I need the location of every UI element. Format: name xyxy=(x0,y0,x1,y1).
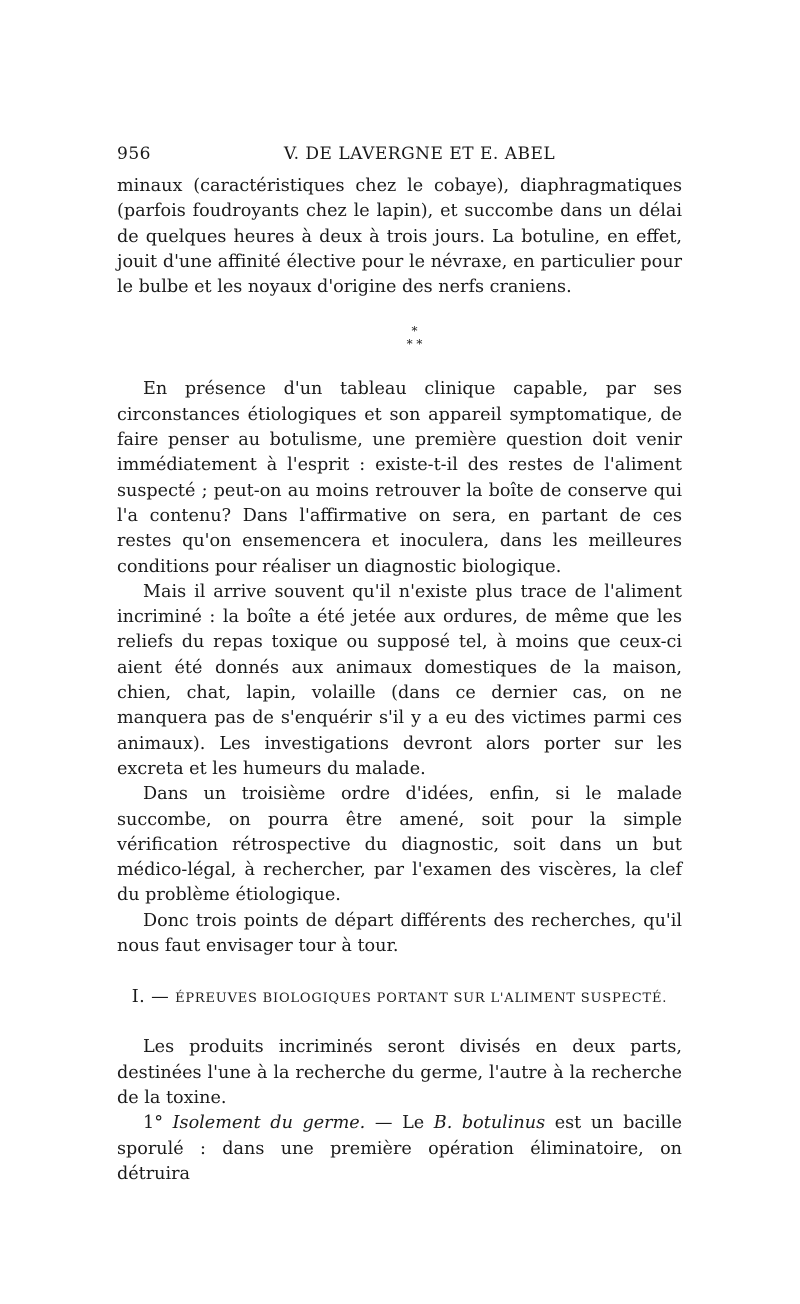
paragraph-no-trace: Mais il arrive souvent qu'il n'existe plus trace de l'aliment incriminé : la boîte a été jetée aux ordures, de même que les reliefs du repas toxique ou supposé tel, à moins que ceux-ci aient été donnés aux animaux domestiques de la maison, chien, chat, lapin, volaille (dans ce dernier cas, on ne manquera pas de s'enquérir s'il y a eu des victimes parmi ces animaux). Les investigations devront alors porter sur les excreta et les humeurs du malade. xyxy=(117,581,682,779)
paragraph-clinical-picture: En présence d'un tableau clinique capable, par ses circonstances étiologiques et son appareil symptomatique, de faire penser au botulisme, une première question doit venir immédiatement à l'esprit : existe-t-il des restes de l'aliment suspecté ; peut-on au moins retrouver la boîte de conserve qui l'a contenu? Dans l'affirmative on sera, en partant de ces restes qu'on ensemencera et inoculera, dans les meilleures conditions pour réaliser un diagnostic biologique. xyxy=(117,379,682,577)
paragraph-third-order: Dans un troisième ordre d'idées, enfin, si le malade succombe, on pourra être amené, soit pour la simple vérification rétrospective du diagnostic, soit dans un but médico-légal, à rechercher, par l'examen des viscères, la clef du problème étiologique. xyxy=(117,784,682,906)
asterism-top: * xyxy=(411,324,418,339)
page-number: 956 xyxy=(117,144,151,164)
isolation-text: est un bacille sporulé : dans une première opération éliminatoire, on détruira xyxy=(117,1113,682,1184)
paragraph-products: Les produits incriminés seront divisés en deux parts, destinées l'une à la recherche du germe, l'autre à la recherche de la toxine. xyxy=(117,1037,682,1108)
running-title: V. DE LAVERGNE ET E. ABEL xyxy=(283,144,556,164)
section-number: I. — xyxy=(131,987,170,1008)
section-title: ÉPREUVES BIOLOGIQUES PORTANT SUR L'ALIMENT SUSPECTÉ. xyxy=(175,991,668,1007)
book-page xyxy=(117,144,682,1187)
isolation-dash: — Le xyxy=(365,1113,434,1134)
asterism-bottom: * * xyxy=(406,337,423,352)
section-heading xyxy=(117,985,682,1011)
species-name: B. botulinus xyxy=(433,1113,546,1134)
paragraph-continuation: minaux (caractéristiques chez le cobaye), diaphragmatiques (parfois foudroyants chez le lapin), et succombe dans un délai de quelques heures à deux à trois jours. La botuline, en effet, jouit d'une affinité élective pour le névraxe, en particulier pour le bulbe et les noyaux d'origine des nerfs craniens. xyxy=(117,176,682,298)
isolation-number: 1° xyxy=(143,1113,173,1134)
page-header xyxy=(117,144,682,174)
paragraph-isolation xyxy=(117,1111,682,1187)
paragraph-three-points: Donc trois points de départ différents des recherches, qu'il nous faut envisager tour à tour. xyxy=(117,910,682,957)
asterism-divider xyxy=(117,325,682,351)
isolation-subtitle: Isolement du germe. xyxy=(172,1113,366,1134)
